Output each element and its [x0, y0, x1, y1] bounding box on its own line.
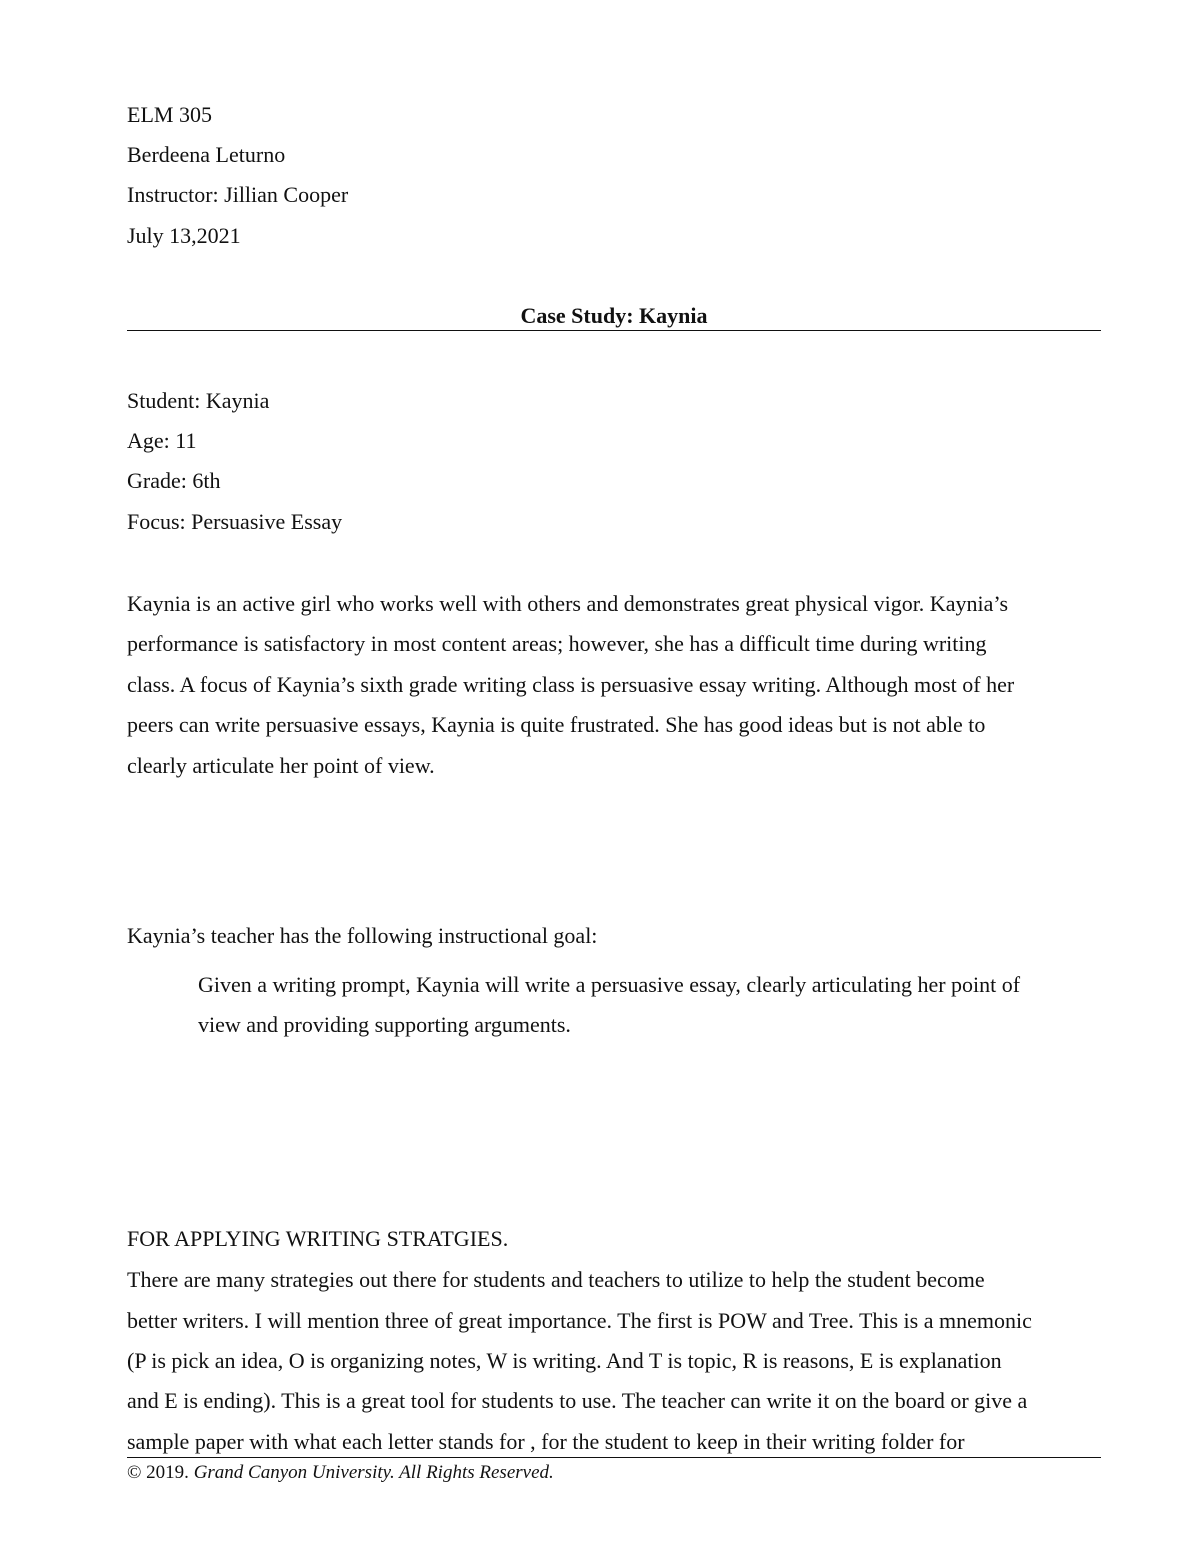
footer-rule — [127, 1457, 1101, 1458]
student-age: Age: 11 — [127, 428, 197, 453]
paragraph-line: and E is ending). This is a great tool for students to use. The teacher can write it on the board or give a — [127, 1388, 1028, 1413]
student-grade: Grade: 6th — [127, 468, 221, 493]
paragraph-line: peers can write persuasive essays, Kaynia is quite frustrated. She has good ideas but is not able to — [127, 712, 986, 737]
paragraph-line: sample paper with what each letter stands for , for the student to keep in their writing folder for — [127, 1429, 965, 1454]
goal-line: view and providing supporting arguments. — [198, 1012, 571, 1037]
paragraph-line: Kaynia is an active girl who works well with others and demonstrates great physical vigor. Kaynia’s — [127, 591, 1009, 616]
paragraph-line: class. A focus of Kaynia’s sixth grade writing class is persuasive essay writing. Although most of her — [127, 672, 1015, 697]
paragraph-line: There are many strategies out there for students and teachers to utilize to help the student become — [127, 1267, 985, 1292]
instructor-name: Instructor: Jillian Cooper — [127, 182, 349, 207]
student-name: Student: Kaynia — [127, 388, 270, 413]
goal-line: Given a writing prompt, Kaynia will write a persuasive essay, clearly articulating her point of — [198, 972, 1021, 997]
copyright-owner: Grand Canyon University. All Rights Reserved. — [193, 1462, 554, 1483]
paragraph-line: clearly articulate her point of view. — [127, 753, 435, 778]
copyright-year: © 2019. — [127, 1462, 189, 1483]
footer-copyright — [127, 1461, 554, 1485]
paragraph-line: (P is pick an idea, O is organizing notes, W is writing. And T is topic, R is reasons, E is explanation — [127, 1348, 1002, 1373]
goal-intro: Kaynia’s teacher has the following instructional goal: — [127, 923, 598, 948]
title-underline — [127, 330, 1101, 331]
course-code: ELM 305 — [127, 102, 212, 127]
student-focus: Focus: Persuasive Essay — [127, 509, 343, 534]
author-name: Berdeena Leturno — [127, 142, 286, 167]
paragraph-line: performance is satisfactory in most content areas; however, she has a difficult time during writing — [127, 631, 987, 656]
strategies-heading: FOR APPLYING WRITING STRATGIES. — [127, 1226, 509, 1251]
document-date: July 13,2021 — [127, 223, 241, 248]
paragraph-line: better writers. I will mention three of great importance. The first is POW and Tree. This is a mnemonic — [127, 1308, 1032, 1333]
document-title: Case Study: Kaynia — [520, 303, 708, 328]
